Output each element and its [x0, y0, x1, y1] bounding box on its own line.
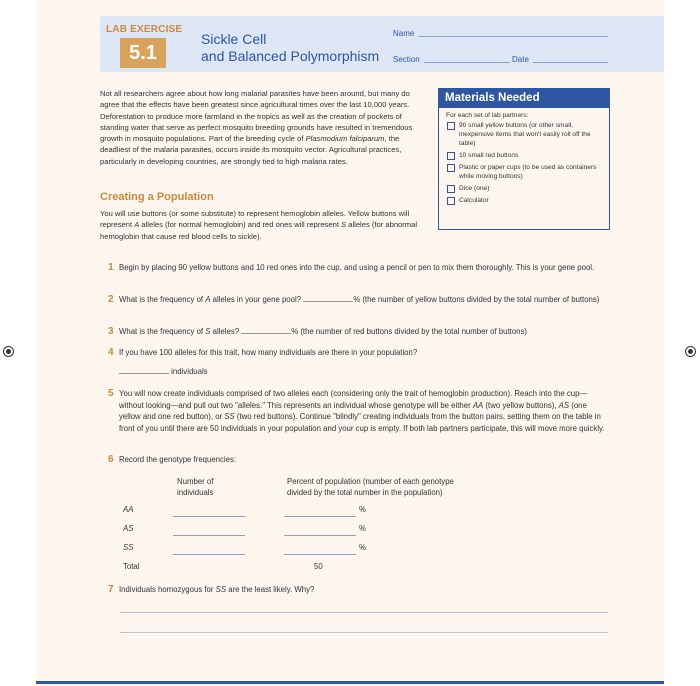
lab-exercise-label: LAB EXERCISE — [106, 24, 183, 35]
lab-exercise-number: 5.1 — [120, 38, 166, 68]
col-header-count: Number of individuals — [177, 477, 214, 497]
materials-item: Plastic or paper cups (to be used as containers while moving buttons) — [439, 163, 609, 181]
ss-count-field[interactable] — [173, 554, 245, 555]
bottom-rule — [36, 681, 664, 684]
aa-percent-field[interactable] — [284, 516, 356, 517]
header-band — [100, 16, 664, 72]
materials-list — [439, 121, 609, 205]
page-title — [201, 31, 379, 65]
checkbox-icon[interactable] — [447, 197, 455, 205]
aa-percent-sign: % — [359, 505, 366, 514]
materials-item: 10 small red buttons — [439, 151, 609, 160]
name-field[interactable] — [418, 36, 608, 37]
step-4: 4 If you have 100 alleles for this trait, how many individuals are there in your population? — [108, 347, 418, 358]
name-label: Name — [393, 29, 415, 38]
step-6: 6 Record the genotype frequencies: — [108, 454, 237, 465]
checkbox-icon[interactable] — [447, 164, 455, 172]
a-frequency-field[interactable] — [303, 301, 353, 302]
materials-heading: Materials Needed — [439, 89, 609, 108]
materials-item: Dice (one) — [439, 184, 609, 193]
total-label: Total — [123, 562, 140, 571]
as-percent-field[interactable] — [284, 535, 356, 536]
checkbox-icon[interactable] — [447, 185, 455, 193]
creating-population-heading: Creating a Population — [100, 191, 214, 203]
title-line-1: Sickle Cell — [201, 31, 267, 47]
ss-percent-field[interactable] — [284, 554, 356, 555]
materials-subheading: For each set of lab partners: — [446, 112, 529, 119]
binder-hole-right-icon — [685, 346, 696, 357]
answer-line-1[interactable] — [120, 612, 608, 613]
materials-item: 90 small yellow buttons (or other small, inexpensive items that won't easily roll off the table) — [439, 121, 609, 148]
date-field[interactable] — [533, 62, 608, 63]
total-value: 50 — [314, 562, 323, 571]
answer-line-2[interactable] — [120, 632, 608, 633]
checkbox-icon[interactable] — [447, 152, 455, 160]
ss-percent-sign: % — [359, 543, 366, 552]
genotype-label-aa: AA — [123, 505, 134, 514]
step-4-answer: individuals — [119, 366, 319, 378]
aa-count-field[interactable] — [173, 516, 245, 517]
date-label: Date — [512, 55, 529, 64]
as-percent-sign: % — [359, 524, 366, 533]
step-1: 1 Begin by placing 90 yellow buttons and 10 red ones into the cup, and using a pencil or pen to mix them thoroughly. This is your gene pool. — [108, 262, 595, 273]
individuals-count-field[interactable] — [119, 373, 169, 374]
step-5: 5 You will now create individuals comprised of two alleles each (considering only the trait of hemoglobin production). Reach into the cup—without looking—and pull out two "alleles." This represents an individual whose genotype will be either AA (two yellow buttons), AS (one yellow and one red button), or SS (two red buttons). Continue "blindly" creating individuals from the button pairs, setting them on the table in front of you until there are 50 individuals in your population and your cup is empty. If both lab partners participate, this will move more quickly. — [108, 388, 605, 433]
genotype-label-as: AS — [123, 524, 134, 533]
step-7: 7 Individuals homozygous for SS are the least likely. Why? — [108, 584, 315, 595]
binder-hole-left-icon — [3, 346, 14, 357]
step-3: 3 What is the frequency of S alleles? % (the number of red buttons divided by the total number of buttons) — [108, 326, 528, 337]
as-count-field[interactable] — [173, 535, 245, 536]
checkbox-icon[interactable] — [447, 122, 455, 130]
genotype-label-ss: SS — [123, 543, 134, 552]
section-label: Section — [393, 55, 420, 64]
materials-box — [438, 88, 610, 230]
materials-item: Calculator — [439, 196, 609, 205]
step-2: 2 What is the frequency of A alleles in your gene pool? % (the number of yellow buttons divided by the total number of buttons) — [108, 294, 600, 305]
col-header-percent: Percent of population (number of each genotype divided by the total number in the population) — [287, 477, 454, 497]
s-frequency-field[interactable] — [241, 333, 291, 334]
creating-population-paragraph: You will use buttons (or some substitute) to represent hemoglobin alleles. Yellow buttons will represent A alleles (for normal hemoglobin) and red ones will represent S alleles (for abnormal hemoglobin that cause red blood cells to sickle). — [100, 209, 418, 241]
intro-paragraph: Not all researchers agree about how long malarial parasites have been around, but many do agree that the effects have been greatest since agricultural times over the last 10,000 years. Deforestation to produce more farmland in the tropics as well as the creation of pockets of standing water that serve as perfect mosquito breeding grounds have resulted in tremendous growth in mosquito populations. Part of the breeding cycle of Plasmodium falciparum, the deadliest of the malaria parasites, occurs inside its mosquito vector. Agricultural practices, particularly in developing countries, are strongly tied to high malaria rates. — [100, 89, 413, 166]
section-field[interactable] — [424, 62, 510, 63]
title-line-2: and Balanced Polymorphism — [201, 48, 380, 64]
